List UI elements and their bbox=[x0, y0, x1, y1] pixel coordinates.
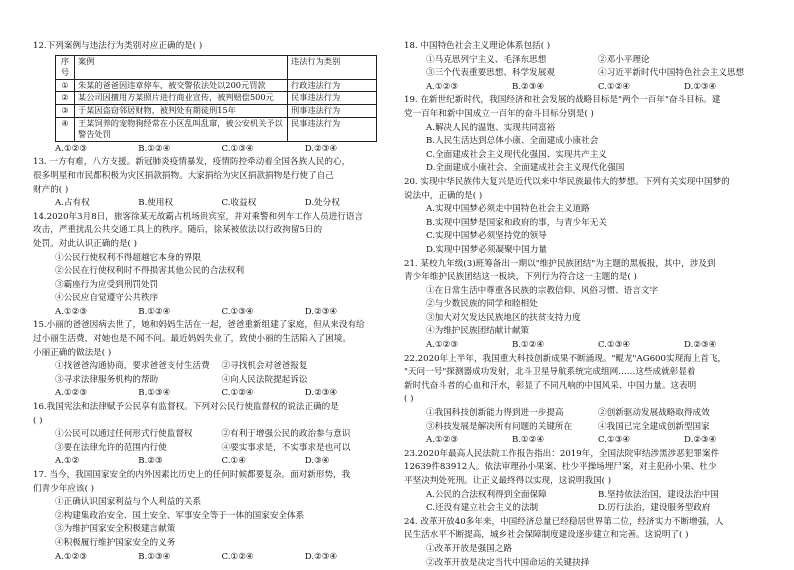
q15-item: ③寻求法律服务机构的帮助 bbox=[55, 374, 159, 385]
row-category: 民事违法行为 bbox=[288, 92, 377, 105]
row-serial: ③ bbox=[56, 104, 75, 117]
option-a[interactable]: A.①② bbox=[55, 456, 80, 467]
option-c[interactable]: C.①③④ bbox=[598, 340, 631, 351]
row-category: 行政违法行为 bbox=[288, 79, 377, 92]
q21-line: 青少年维护民族团结这一板块，下列行为符合这一主题的是( ) bbox=[404, 272, 637, 283]
row-case: 某公司因擅用方某照片进行商业宣传，被判赔偿500元 bbox=[75, 92, 288, 105]
option-a[interactable]: A.①②③ bbox=[55, 388, 88, 399]
q15-options bbox=[33, 387, 388, 401]
q22-items bbox=[404, 421, 770, 435]
q22-item: ②创新驱动发展战略取得成效 bbox=[598, 408, 710, 419]
question-17 bbox=[33, 469, 388, 564]
q16-line: 16.我国宪法和法律赋予公民享有监督权。下列对公民行使监督权的说法正确的是 bbox=[33, 402, 339, 413]
option-c[interactable]: C.①③④ bbox=[221, 306, 254, 317]
option-c[interactable]: C.还没有建立社会主义的法制 bbox=[426, 503, 539, 514]
q18-item: ②邓小平理论 bbox=[598, 54, 650, 65]
option-d[interactable]: D.②③④ bbox=[304, 143, 338, 154]
row-serial: ④ bbox=[56, 117, 75, 141]
q17-line: 们青少年应该( ) bbox=[33, 483, 94, 494]
q13-options bbox=[33, 197, 388, 211]
q23-line: 12639件83912人。依法审理孙小果案、杜少平操场埋尸案，对主犯孙小果、杜少 bbox=[404, 462, 717, 473]
option-c[interactable]: C.①③④ bbox=[598, 435, 631, 446]
q15-line: 小丽正确的做法是( ) bbox=[33, 347, 112, 358]
option-b[interactable]: B.①②④ bbox=[138, 143, 171, 154]
option-a[interactable]: A.①②③ bbox=[426, 435, 459, 446]
q23-line: 23.2020年最高人民法院工作报告指出：2019年，全国法院审结涉黑涉恶犯罪案件 bbox=[404, 448, 720, 459]
option-b[interactable]: B.坚持依法治国，建设法治中国 bbox=[598, 489, 719, 500]
q18-items bbox=[404, 54, 770, 68]
q15-items bbox=[33, 374, 388, 388]
q12-table-header bbox=[56, 55, 377, 79]
q13-line: 13. 一方有难，八方支援。新冠肺炎疫情暴发，疫情防控牵动着全国各族人民的心， bbox=[33, 157, 351, 168]
q18-item: ①马克思列宁主义、毛泽东思想 bbox=[426, 54, 547, 65]
q17-item: ④积极履行维护国家安全的义务 bbox=[55, 537, 176, 548]
question-16 bbox=[33, 401, 388, 469]
q21-item: ①在日常生活中尊重各民族的宗教信仰、风俗习惯、语言文字 bbox=[426, 285, 659, 296]
q22-item: ①我国科技创新能力得到进一步提高 bbox=[426, 408, 564, 419]
option-d[interactable]: D.②③④ bbox=[304, 388, 338, 399]
q16-items bbox=[33, 442, 388, 456]
question-21 bbox=[404, 258, 770, 353]
option-d[interactable]: D.②③④ bbox=[304, 306, 338, 317]
q22-items bbox=[404, 407, 770, 421]
option-b[interactable]: B.①②④ bbox=[138, 306, 171, 317]
option-c[interactable]: C.①④ bbox=[221, 456, 246, 467]
right-column bbox=[404, 40, 770, 570]
q23-line: 平坚决判处死刑。让正义最终得以实现，这说明我国( ) bbox=[404, 476, 612, 486]
question-18 bbox=[404, 40, 770, 94]
row-case: 王某饲养的宠物狗经常在小区乱叫乱窜，被公安机关予以警告处罚 bbox=[75, 117, 288, 141]
question-15 bbox=[33, 319, 388, 401]
q21-line: 21. 某校九年级(3)班筹备出一期以"维护民族团结"为主题的黑板报，其中，涉及到 bbox=[404, 258, 716, 269]
row-category: 刑事违法行为 bbox=[288, 104, 377, 117]
q23-options bbox=[404, 489, 770, 503]
question-24 bbox=[404, 516, 770, 570]
q18-item: ④习近平新时代中国特色社会主义思想 bbox=[598, 68, 745, 79]
q15-item: ②寻找机会对爸爸报复 bbox=[221, 361, 308, 372]
q18-item: ③三个代表重要思想、科学发展观 bbox=[426, 68, 555, 79]
option-a[interactable]: A.解决人民的温饱、实现共同富裕 bbox=[426, 122, 556, 133]
q19-line: 19. 在新世纪新时代，我国经济和社会发展的战略目标是"两个一百年"奋斗目标。建 bbox=[404, 95, 721, 106]
option-a[interactable]: A.①②③ bbox=[55, 143, 88, 154]
q22-line: 22.2020年上半年，我国重大科技创新成果不断涌现。"鲲龙"AG600实现海上首飞， bbox=[404, 353, 727, 364]
q14-item: ①公民行使权利不得超越它本身的界限 bbox=[55, 252, 202, 263]
table-row bbox=[56, 104, 377, 117]
option-d[interactable]: D.②③④ bbox=[684, 435, 717, 446]
q14-line: 攻击，严重扰乱公共交通工具上的秩序。随后，徐某被依法以行政拘留5日的 bbox=[33, 225, 323, 236]
option-c[interactable]: C.①②④ bbox=[598, 81, 631, 92]
option-d[interactable]: D.厉行法治，建设服务型政府 bbox=[598, 503, 711, 514]
row-serial: ① bbox=[56, 79, 75, 92]
q14-options bbox=[33, 306, 388, 320]
q14-item: ②公民在行使权利时不得损害其他公民的合法权利 bbox=[55, 266, 245, 277]
q17-item: ①正确认识国家利益与个人利益的关系 bbox=[55, 497, 202, 508]
q12-stem: 12.下列案例与违法行为类别对应正确的是( ) bbox=[33, 41, 203, 51]
q21-item: ④为维护民族团结献计献策 bbox=[426, 326, 530, 337]
row-serial: ② bbox=[56, 92, 75, 105]
q20-line: 说法中，正确的是( ) bbox=[404, 190, 483, 201]
q22-options bbox=[404, 434, 770, 448]
option-b[interactable]: B.①②④ bbox=[512, 340, 545, 351]
q14-line: 处罚。对此认识正确的是( ) bbox=[33, 238, 137, 249]
row-case: 朱某的爸爸因违章停车，被交警依法处以200元罚款 bbox=[75, 79, 288, 92]
question-19 bbox=[404, 94, 770, 176]
q12-options bbox=[33, 143, 388, 157]
q12-case-table bbox=[55, 55, 377, 142]
q18-options bbox=[404, 81, 770, 95]
q17-options bbox=[33, 551, 388, 565]
option-c[interactable]: C.实现中国梦必须坚持党的领导 bbox=[426, 231, 547, 242]
question-22 bbox=[404, 353, 770, 448]
option-c[interactable]: C.①③④ bbox=[221, 143, 254, 154]
option-d[interactable]: D.实现中国梦必须凝聚中国力量 bbox=[426, 244, 548, 255]
option-b[interactable]: B.①②④ bbox=[512, 435, 545, 446]
q22-line: 新时代奋斗者的心血和汗水，彰显了不同凡响的中国风采、中国力量。这表明 bbox=[404, 380, 697, 391]
option-a[interactable]: A.①②③ bbox=[55, 306, 88, 317]
option-b[interactable]: B.实现中国梦是国家和政府的事，与青少年无关 bbox=[426, 217, 607, 228]
option-c[interactable]: C.全面建成社会主义现代化强国、实现共产主义 bbox=[426, 149, 607, 160]
q21-item: ②与少数民族的同学和睦相处 bbox=[426, 299, 538, 310]
header-category: 违法行为类别 bbox=[288, 55, 377, 79]
row-case: 于某因盗窃邻居财物，被判处有期徒刑15年 bbox=[75, 104, 288, 117]
option-a[interactable]: A.公民的合法权利得到全面保障 bbox=[426, 489, 547, 500]
question-12 bbox=[33, 40, 388, 156]
q17-item: ②构建集政治安全、国土安全、军事安全等于一体的国家安全体系 bbox=[55, 510, 305, 521]
option-c[interactable]: C.①②④ bbox=[221, 388, 254, 399]
header-case: 案例 bbox=[75, 55, 288, 79]
option-c[interactable]: C.①②④ bbox=[221, 551, 254, 562]
q18-stem: 18. 中国特色社会主义理论体系包括( ) bbox=[404, 41, 551, 51]
question-23 bbox=[404, 448, 770, 516]
q15-line: 15.小丽的爸爸因病去世了，她和妈妈生活在一起，爸爸重新组建了家庭，但从来没有给 bbox=[33, 320, 365, 331]
q23-options bbox=[404, 502, 770, 516]
q17-item: ③为维护国家安全积极建言献策 bbox=[55, 524, 176, 535]
option-c[interactable]: C.收益权 bbox=[221, 198, 257, 209]
option-a[interactable]: A.占有权 bbox=[55, 198, 90, 209]
q24-line: 民生活水平不断提高，城乡社会保障制度建设逐步建立和完善。这说明了( ) bbox=[404, 530, 689, 541]
option-a[interactable]: A.①②③ bbox=[426, 81, 459, 92]
row-category: 民事违法行为 bbox=[288, 117, 377, 141]
q17-line: 17. 当今，我国国家安全的内外因素比历史上的任何时候都要复杂。面对新形势，我 bbox=[33, 470, 351, 480]
q24-item: ①改革开放是强国之路 bbox=[426, 543, 512, 554]
option-d[interactable]: D.①③④ bbox=[684, 81, 717, 92]
table-row bbox=[56, 79, 377, 92]
q24-line: 24. 改革开放40多年来，中国经济总量已经稳居世界第二位，经济实力不断增强，人 bbox=[404, 516, 724, 527]
option-b[interactable]: B.人民生活达到总体小康、全面建成小康社会 bbox=[426, 136, 599, 147]
q21-options bbox=[404, 339, 770, 353]
q15-line: 过小丽生活费，对她也是不闻不问。最近妈妈失业了，致使小丽的生活陷入了困境。 bbox=[33, 334, 351, 345]
q21-item: ③加大对欠发达民族地区的扶贫支持力度 bbox=[426, 312, 581, 323]
q15-item: ④向人民法院提起诉讼 bbox=[221, 374, 308, 385]
left-column bbox=[33, 40, 388, 564]
question-14 bbox=[33, 211, 388, 320]
option-d[interactable]: D.③④ bbox=[304, 456, 330, 467]
q20-line: 20. 实现中华民族伟大复兴是近代以来中华民族最伟大的梦想。下列有关实现中国梦的 bbox=[404, 176, 730, 187]
q13-line: 财产的( ) bbox=[33, 184, 69, 195]
q16-item: ②有利于增强公民的政治参与意识 bbox=[221, 429, 351, 440]
option-b[interactable]: B.②③④ bbox=[512, 81, 545, 92]
option-b[interactable]: B.使用权 bbox=[138, 198, 174, 209]
q16-options bbox=[33, 455, 388, 469]
q16-item: ①公民可以通过任何形式行使监督权 bbox=[55, 429, 193, 440]
q22-line: "天问一号"探测器成功发射，北斗卫星导航系统完成组网……这些成就彰显着 bbox=[404, 367, 696, 378]
option-b[interactable]: B.②③ bbox=[138, 456, 163, 467]
q16-items bbox=[33, 428, 388, 442]
option-a[interactable]: A.①②③ bbox=[55, 551, 88, 562]
q13-line: 很多明星和市民都积极为灾区捐款捐物。大家捐给为灾区捐款捐物是行使了自己 bbox=[33, 170, 334, 181]
q14-item: ③霸座行为应受到刑罚处罚 bbox=[55, 279, 159, 290]
header-serial: 序号 bbox=[56, 55, 75, 79]
q22-item: ④我国已完全建成创新型国家 bbox=[598, 421, 710, 432]
q19-line: 党一百年和新中国成立一百年的奋斗目标分别是( ) bbox=[404, 108, 594, 119]
q24-item: ②改革开放是决定当代中国命运的关键抉择 bbox=[426, 557, 590, 568]
q15-items bbox=[33, 360, 388, 374]
question-13 bbox=[33, 156, 388, 210]
option-b[interactable]: B.①③④ bbox=[138, 388, 171, 399]
q16-item: ④要实事求是，不实事求是也可以 bbox=[221, 442, 351, 453]
q18-items bbox=[404, 67, 770, 81]
question-20 bbox=[404, 176, 770, 258]
q14-line: 14.2020年3月8日，旅客徐某无故霸占机场贵宾室，并对乘警和列车工作人员进行语言 bbox=[33, 211, 364, 222]
option-d[interactable]: D.②③④ bbox=[304, 551, 338, 562]
table-row bbox=[56, 92, 377, 105]
table-row bbox=[56, 117, 377, 141]
option-a[interactable]: A.实现中国梦必须走中国特色社会主义道路 bbox=[426, 204, 590, 215]
option-d[interactable]: D.全面建成小康社会、全面建成社会主义现代化强国 bbox=[426, 163, 625, 174]
option-d[interactable]: D.②③④ bbox=[684, 340, 717, 351]
option-d[interactable]: D.处分权 bbox=[304, 198, 340, 209]
q15-item: ①找爸爸沟通协商，要求爸爸支付生活费 bbox=[55, 361, 210, 372]
q16-item: ③要在法律允许的范围内行使 bbox=[55, 442, 167, 453]
q14-item: ④公民应自觉遵守公共秩序 bbox=[55, 293, 159, 304]
option-b[interactable]: B.①③④ bbox=[138, 551, 171, 562]
option-a[interactable]: A.①②③ bbox=[426, 340, 459, 351]
q22-item: ③科技发展是解决所有问题的关键所在 bbox=[426, 421, 573, 432]
q22-line: ( ) bbox=[404, 394, 414, 405]
q16-line: ( ) bbox=[33, 415, 43, 426]
